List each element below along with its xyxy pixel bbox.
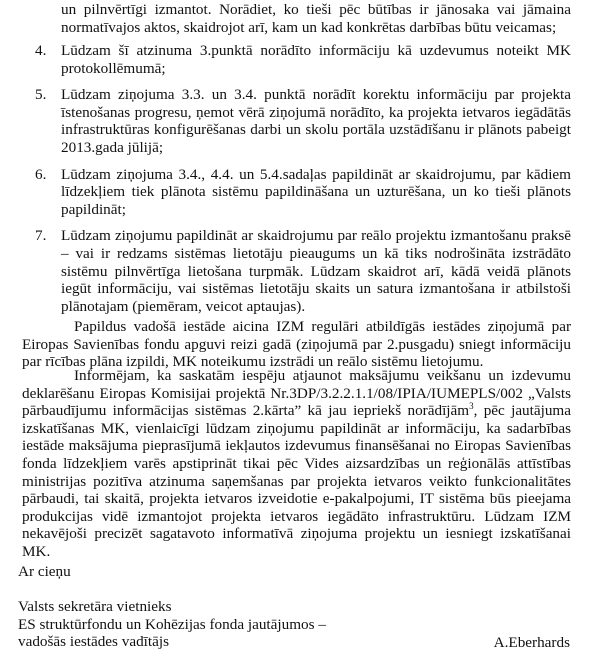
continuation-text: un pilnvērtīgi izmantot. Norādiet, ko tieši pēc būtības ir jānosaka vai jāmaina normatīvajos aktos, skaidrojot arī, kam un kad konkrētas darbības būtu veicamas; <box>61 1 571 36</box>
item-text: Lūdzam ziņojuma 3.4., 4.4. un 5.4.sadaļas papildināt ar skaidrojumu, par kādiem līdzekļiem tiek plānota sistēmu papildināšana un uzturēšana, un ko tieši plānots papildināt; <box>61 165 571 218</box>
item-number: 6. <box>35 165 47 183</box>
paragraph-text-after: , pēc jautājuma izskatīšanas MK, vienlaicīgi lūdzam ziņojumu papildināt ar informāciju, ka sadarbības iestāde maksājuma pieprasījumā iekļautos izdevumus finansēšanai no Eiropas Savienības fonda līdzekļiem varēs apstiprināt tikai pēc Vides aizsardzības un reģionālās attīstības ministrijas pozitīva atzinuma saņemšanas par projekta ietvaros veikto funkcionalitātes pārbaudi, tai skaitā, projekta ietvaros izveidotie e-pakalpojumi, IT sistēma būs pieejama produkcijas vidē izmantojot projekta ietvaros iegādāto infrastruktūru. Lūdzam IZM nekavējoši precizēt sagatavoto informatīvā ziņojuma projektu un iesniegt izskatīšanai MK. <box>22 402 571 560</box>
signature-block <box>18 598 326 651</box>
item-number: 7. <box>35 227 47 245</box>
request-list <box>0 42 600 324</box>
item-number: 5. <box>35 86 47 104</box>
signature-title-line: Valsts sekretāra vietnieks <box>18 598 172 615</box>
item-text: Lūdzam šī atzinuma 3.punktā norādīto informāciju kā uzdevumus noteikt MK protokollēmumā; <box>61 42 571 77</box>
paragraph-informejam <box>22 367 571 561</box>
paragraph-text-before: Informējam, ka saskatām iespēju atjaunot maksājumu veikšanu un izdevumu deklarēšanu Eiropas Komisijai projektā Nr.3DP/3.2.2.1.1/08/IPIA/IUMEPLS/002 „Valsts pārbaudījumu informācijas sistēmas 2.kārta” kā jau iepriekš norādījām <box>22 367 571 420</box>
signature-title-line: ES struktūrfondu un Kohēzijas fonda jautājumos – <box>18 615 326 633</box>
item-text: Lūdzam ziņojuma 3.3. un 3.4. punktā norādīt korektu informāciju par projekta īstenošanas progresu, ņemot vērā ziņojumā norādīto, ka projekta ietvaros iegādātās infrastruktūras konfigurēšanas darbi un skolu portāla uzstādīšanu ir plānots pabeigt 2013.gada jūlijā; <box>61 86 571 156</box>
item-text: Lūdzam ziņojumu papildināt ar skaidrojumu par reālo projektu izmantošanu praksē – vai ir redzams sistēmas lietotāju pieaugums un kā tiks nodrošināta izstrādāto sistēmu pilnvērtīga lietošana turpmāk. Lūdzam skaidrot arī, kādā veidā plānots iegūt informāciju, vai sistēmas lietotāju skaits un satura izmantošana ir atbilstoši plānotajam (piemēram, veicot aptaujas). <box>61 227 571 315</box>
list-item <box>0 166 571 219</box>
closing-salutation: Ar cieņu <box>18 563 71 580</box>
list-item <box>0 227 571 315</box>
paragraph-papildus: Papildus vadošā iestāde aicina IZM regulāri atbildīgās iestādes ziņojumā par Eiropas Savienības fondu apguvi reizi gadā (ziņojumā par 2.pusgadu) sniegt informāciju par rīcības plāna izpildi, MK noteikumu izstrādi un reālo sistēmu lietojumu. <box>22 318 571 371</box>
list-item <box>0 86 571 156</box>
footnote-marker[interactable]: 3 <box>469 401 474 412</box>
item-number: 4. <box>35 42 47 59</box>
list-item <box>0 42 571 77</box>
signatory-name: A.Eberhards <box>493 634 570 651</box>
signature-title-line: vadošās iestādes vadītājs <box>18 633 169 651</box>
